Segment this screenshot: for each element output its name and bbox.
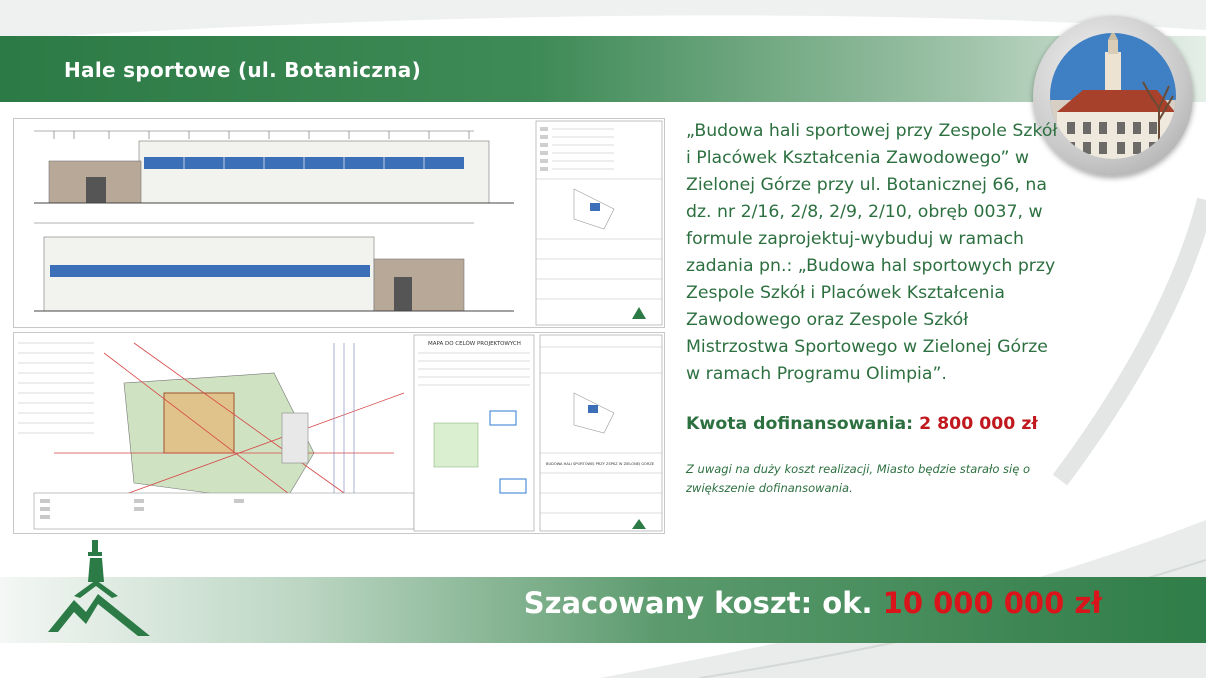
map-title: MAPA DO CELÓW PROJEKTOWYCH bbox=[428, 341, 521, 347]
city-logo-icon bbox=[44, 536, 154, 640]
funding-value: 2 800 000 zł bbox=[919, 414, 1038, 434]
estimated-cost bbox=[524, 586, 1102, 620]
town-hall-photo bbox=[1047, 30, 1179, 162]
estimated-cost-label: Szacowany koszt: ok. bbox=[523, 586, 873, 620]
page-title: Hale sportowe (ul. Botaniczna) bbox=[64, 58, 422, 82]
project-description: „Budowa hali sportowej przy Zespole Szkół i Placówek Kształcenia Zawodowego” w Zielonej Górze przy ul. Botanicznej 66, na dz. nr 2/16, 2/8, 2/9, 2/10, obręb 0037, w formule zaprojektuj-wybuduj w ramach zadania pn.: „Budowa hal sportowych przy Zespole Szkół i Placówek Kształcenia Zawodowego oraz Zespole Szkół Mistrzostwa Sportowego w Zielonej Górze w ramach Programu Olimpia”. bbox=[686, 121, 1058, 384]
funding-label: Kwota dofinansowania: bbox=[686, 414, 914, 434]
funding-note: Z uwagi na duży koszt realizacji, Miasto będzie starało się o zwiększenie dofinansowania. bbox=[686, 462, 1031, 495]
funding-amount bbox=[686, 414, 1038, 434]
title-block-text: BUDOWA HALI SPORTOWEJ PRZY ZSPKZ W ZIELONEJ GÓRZE bbox=[546, 462, 655, 466]
estimated-cost-value: 10 000 000 zł bbox=[882, 586, 1102, 620]
site-plan-drawing bbox=[13, 332, 665, 534]
elevation-drawing bbox=[13, 118, 665, 328]
